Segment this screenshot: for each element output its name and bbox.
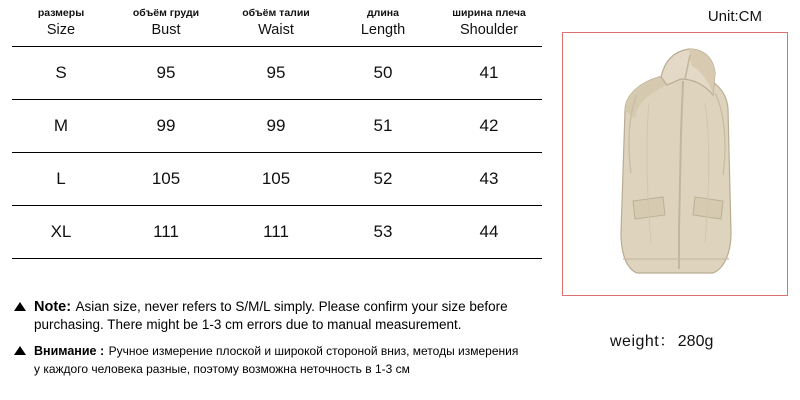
cell-size: S	[12, 47, 110, 100]
cell-bust: 95	[110, 47, 222, 100]
cell-waist: 111	[222, 206, 330, 259]
note-english-title: Note:	[34, 299, 72, 315]
table-header-row	[12, 4, 542, 47]
size-table-header	[12, 4, 542, 47]
cell-size: XL	[12, 206, 110, 259]
column-header-length-en: Length	[360, 22, 406, 38]
cell-bust: 111	[110, 206, 222, 259]
note-russian-line2: у каждого человека разные, поэтому возможна неточность в 1-3 см	[34, 362, 410, 376]
column-header-bust	[110, 4, 222, 47]
product-image-frame	[562, 32, 788, 296]
note-english	[14, 298, 554, 334]
cell-length: 50	[330, 47, 436, 100]
cell-bust: 105	[110, 153, 222, 206]
table-row	[12, 100, 542, 153]
triangle-bullet-icon	[14, 302, 26, 311]
table-row	[12, 47, 542, 100]
cell-waist: 95	[222, 47, 330, 100]
column-header-size-ru: размеры	[37, 7, 85, 19]
table-row	[12, 153, 542, 206]
column-header-length-ru: длина	[367, 7, 399, 19]
note-english-text: Asian size, never refers to S/M/L simply. Please confirm your size before purchasing. There might be 1-3 cm errors due to manual measurement.	[34, 299, 508, 332]
weight-value: 280g	[677, 333, 714, 350]
unit-label: Unit:CM	[707, 8, 762, 25]
cell-waist: 105	[222, 153, 330, 206]
cell-size: M	[12, 100, 110, 153]
cell-length: 53	[330, 206, 436, 259]
column-header-shoulder	[436, 4, 542, 47]
column-header-bust-ru: объём груди	[132, 7, 200, 19]
note-russian	[14, 342, 554, 378]
cell-shoulder: 42	[436, 100, 542, 153]
size-table	[12, 4, 542, 259]
column-header-bust-en: Bust	[151, 22, 181, 38]
cell-length: 52	[330, 153, 436, 206]
note-russian-line1: Ручное измерение плоской и широкой стороной вниз, методы измерения	[108, 344, 519, 358]
triangle-bullet-icon	[14, 346, 26, 355]
column-header-size	[12, 4, 110, 47]
table-row	[12, 206, 542, 259]
product-vest-illustration	[563, 33, 787, 295]
cell-shoulder: 44	[436, 206, 542, 259]
cell-size: L	[12, 153, 110, 206]
column-header-waist	[222, 4, 330, 47]
column-header-size-en: Size	[46, 22, 76, 38]
cell-bust: 99	[110, 100, 222, 153]
notes-section	[14, 298, 554, 386]
size-table-body	[12, 47, 542, 259]
cell-waist: 99	[222, 100, 330, 153]
column-header-waist-ru: объём талии	[242, 7, 310, 19]
column-header-shoulder-en: Shoulder	[459, 22, 519, 38]
column-header-length	[330, 4, 436, 47]
note-russian-title: Внимание :	[34, 344, 105, 358]
weight-line	[610, 328, 713, 351]
weight-label: weight：	[610, 333, 676, 350]
size-table-container	[12, 4, 542, 259]
column-header-waist-en: Waist	[258, 22, 294, 38]
cell-length: 51	[330, 100, 436, 153]
column-header-shoulder-ru: ширина плеча	[452, 7, 526, 19]
cell-shoulder: 41	[436, 47, 542, 100]
cell-shoulder: 43	[436, 153, 542, 206]
